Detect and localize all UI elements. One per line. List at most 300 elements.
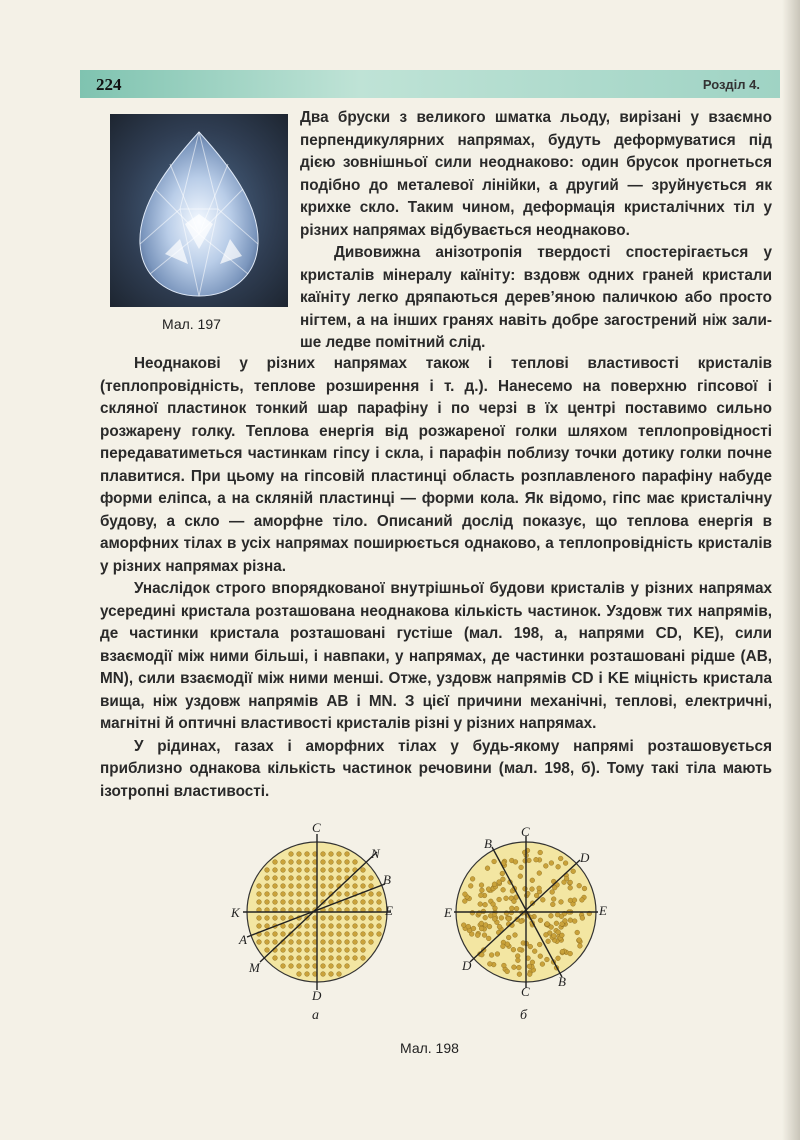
- particle: [580, 916, 585, 921]
- particle: [297, 964, 302, 969]
- particle: [369, 892, 374, 897]
- particle: [495, 952, 500, 957]
- particle: [361, 956, 366, 961]
- amorphous-direction-lines: [454, 836, 598, 988]
- particle: [329, 972, 334, 977]
- particle: [361, 948, 366, 953]
- particle: [329, 956, 334, 961]
- particle: [281, 916, 286, 921]
- particle: [337, 956, 342, 961]
- label-d-top: D: [580, 850, 590, 865]
- particle: [305, 956, 310, 961]
- particle: [487, 962, 492, 967]
- particle: [500, 871, 505, 876]
- particle: [559, 900, 564, 905]
- figure-198a-sublabel: а: [312, 1008, 319, 1023]
- particle: [489, 953, 494, 958]
- particle: [377, 924, 382, 929]
- particle: [265, 924, 270, 929]
- particle: [480, 888, 485, 893]
- particle: [537, 886, 542, 891]
- particle: [482, 933, 487, 938]
- particle: [345, 932, 350, 937]
- page-edge-shadow: [782, 0, 800, 1140]
- particle: [281, 884, 286, 889]
- particle: [501, 944, 506, 949]
- particle: [329, 932, 334, 937]
- particle: [361, 900, 366, 905]
- text-block-top: [300, 107, 772, 355]
- particle: [369, 900, 374, 905]
- particle: [329, 876, 334, 881]
- particle: [329, 884, 334, 889]
- particle: [530, 878, 535, 883]
- particle: [305, 940, 310, 945]
- particle: [527, 972, 532, 977]
- particle: [517, 965, 522, 970]
- particle: [560, 922, 565, 927]
- particle: [273, 892, 278, 897]
- particle: [321, 884, 326, 889]
- particle: [369, 916, 374, 921]
- particle: [305, 924, 310, 929]
- particle: [502, 963, 507, 968]
- particle: [281, 876, 286, 881]
- particle: [470, 910, 475, 915]
- particle: [582, 886, 587, 891]
- particle: [478, 902, 483, 907]
- particle: [321, 916, 326, 921]
- particle: [493, 906, 498, 911]
- particle: [361, 916, 366, 921]
- particle: [353, 876, 358, 881]
- particle: [345, 940, 350, 945]
- particle: [556, 864, 561, 869]
- particle: [345, 964, 350, 969]
- paragraph-anisotropy: Унаслідок строго впорядкованої внутрішньої будови кристалів у різних напрямах усередині кристала розташована неоднакова кількість частинок. Уздовж тих напрямів, де частинки кристала розташовані густіше (мал. 198, а, напрями CD, KE), сили взаємодії між ними більші, і навпаки, у напрямах, де частинки розташовані рідше (AB, MN), сили взаємодії між ними менші. Отже, уздовж напрямів CD і KE міцність кристала вища, ніж уздовж напрямів AB і MN. З цієї причини механічні, теплові, електричні, магнітні й оптичні властивості кристалів різні у різних напрямах.: [100, 580, 772, 732]
- particle: [329, 852, 334, 857]
- particle: [568, 880, 573, 885]
- particle: [546, 939, 551, 944]
- paragraph-thermal: Неоднакові у різних напрямах також і теплові властивості кристалів (теплопровідність, теплове розширення і т. д.). Нанесемо на поверхню гіпсової і скляної пластинок тонкий шар парафіну і по черзі в їх центрі поставимо сильно розжарену голку. Теплова енергія від розжареної голки шляхом теплопровідності передаватиметься частинкам гіпсу і скла, і парафін поблизу точки дотику голки почне плавитися. При цьому на гіпсовій пластинці область розплавленого парафіну набуде форми еліпса, а на скляній пластинці — форми кола. Як відомо, гіпс має кристалічну будову, а скло — аморфне тіло. Описаний дослід показує, що теплова енергія в аморфних тілах в усіх напрямах поширюється однаково, а теплопровідність кристалів у різних напрямах різна.: [100, 355, 772, 575]
- particle: [369, 924, 374, 929]
- particle: [353, 916, 358, 921]
- particle: [257, 892, 262, 897]
- particle: [486, 936, 491, 941]
- particle: [575, 930, 580, 935]
- particle: [515, 954, 520, 959]
- particle: [504, 896, 509, 901]
- particle: [537, 942, 542, 947]
- particle: [337, 924, 342, 929]
- particle: [305, 972, 310, 977]
- particle: [466, 924, 471, 929]
- figure-198a-crystal-diagram: [225, 822, 415, 1002]
- particle: [353, 948, 358, 953]
- particle: [564, 876, 569, 881]
- particle: [532, 949, 537, 954]
- particle: [305, 964, 310, 969]
- diamond-image: [110, 114, 288, 307]
- particle: [479, 921, 484, 926]
- particle: [534, 893, 539, 898]
- particle: [345, 916, 350, 921]
- paragraph-isotropy: У рідинах, газах і аморфних тілах у будь-якому напрямі розташовується приблизно однакова кількість частинок речовини (мал. 198, б). Тому такі тіла мають ізотропні властивості.: [100, 737, 772, 800]
- label-d: D: [312, 988, 322, 1002]
- particle: [345, 900, 350, 905]
- particle: [257, 884, 262, 889]
- particle: [257, 900, 262, 905]
- particle: [265, 900, 270, 905]
- header-band: [80, 70, 780, 98]
- particle: [321, 932, 326, 937]
- particle: [289, 940, 294, 945]
- text-block-main: [100, 353, 772, 803]
- particle: [538, 918, 543, 923]
- particle: [305, 860, 310, 865]
- particle: [523, 858, 528, 863]
- particle: [337, 972, 342, 977]
- particle: [369, 884, 374, 889]
- particle: [514, 906, 519, 911]
- particle: [265, 876, 270, 881]
- particle: [478, 893, 483, 898]
- particle: [281, 956, 286, 961]
- particle: [560, 949, 565, 954]
- particle: [369, 940, 374, 945]
- particle: [305, 868, 310, 873]
- particle: [273, 932, 278, 937]
- particle: [289, 956, 294, 961]
- label-c: C: [312, 822, 321, 835]
- particle: [289, 884, 294, 889]
- particle: [297, 940, 302, 945]
- particle: [377, 900, 382, 905]
- particle: [555, 912, 560, 917]
- particle: [556, 956, 561, 961]
- particle: [281, 860, 286, 865]
- particle: [305, 948, 310, 953]
- particle: [492, 859, 497, 864]
- particle: [353, 940, 358, 945]
- particle: [281, 964, 286, 969]
- particle: [517, 972, 522, 977]
- particle: [499, 916, 504, 921]
- particle: [297, 948, 302, 953]
- particle: [265, 868, 270, 873]
- particle: [563, 861, 568, 866]
- particle: [545, 957, 550, 962]
- particle: [345, 868, 350, 873]
- particle: [297, 860, 302, 865]
- particle: [549, 913, 554, 918]
- page-number: 224: [96, 75, 122, 94]
- particle: [479, 926, 484, 931]
- label-e: E: [385, 903, 393, 918]
- particle: [257, 940, 262, 945]
- particle: [273, 900, 278, 905]
- figure-198-caption: Мал. 198: [400, 1040, 459, 1056]
- particle: [506, 916, 511, 921]
- particle: [506, 935, 511, 940]
- particle: [273, 860, 278, 865]
- particle: [558, 856, 563, 861]
- particle: [369, 876, 374, 881]
- particle: [509, 906, 514, 911]
- particle: [461, 923, 466, 928]
- paragraph-kainite: Дивовижна анізотропія твердості спостерігається у кристалів мінералу каїніту: вздовж одних граней кристали каїніту легко дряпаються дерев’яною паличкою або просто нігтем, а на інших гранях навіть добре загострений ніж залише ледве помітний слід.: [300, 244, 772, 351]
- particle: [273, 956, 278, 961]
- particle: [377, 916, 382, 921]
- particle: [518, 874, 523, 879]
- particle: [551, 933, 556, 938]
- particle: [483, 915, 488, 920]
- particle: [345, 884, 350, 889]
- particle: [543, 864, 548, 869]
- particle: [257, 924, 262, 929]
- particle: [540, 962, 545, 967]
- particle: [501, 887, 506, 892]
- figure-198b-amorphous-diagram: [442, 822, 622, 1002]
- particle: [329, 924, 334, 929]
- particle: [305, 892, 310, 897]
- particle: [353, 884, 358, 889]
- particle: [273, 868, 278, 873]
- particle: [321, 972, 326, 977]
- particle: [538, 954, 543, 959]
- particle: [353, 900, 358, 905]
- particle: [337, 916, 342, 921]
- particle: [544, 932, 549, 937]
- figure-197-caption: Мал. 197: [162, 316, 221, 332]
- particle: [470, 877, 475, 882]
- particle: [329, 860, 334, 865]
- particle: [273, 876, 278, 881]
- particle: [497, 897, 502, 902]
- label-c-top: C: [521, 824, 530, 839]
- particle: [537, 871, 542, 876]
- particle: [297, 852, 302, 857]
- particle: [497, 924, 502, 929]
- particle: [305, 932, 310, 937]
- particle: [513, 933, 518, 938]
- particle: [483, 902, 488, 907]
- particle: [512, 965, 517, 970]
- particle: [492, 917, 497, 922]
- particle: [369, 932, 374, 937]
- label-m: M: [249, 960, 260, 975]
- particle: [337, 892, 342, 897]
- particle: [281, 932, 286, 937]
- particle: [505, 942, 510, 947]
- particle: [337, 948, 342, 953]
- particle: [265, 948, 270, 953]
- particle: [289, 876, 294, 881]
- particle: [337, 860, 342, 865]
- particle: [289, 900, 294, 905]
- particle: [329, 940, 334, 945]
- particle: [361, 868, 366, 873]
- particle: [377, 892, 382, 897]
- particle: [273, 884, 278, 889]
- particle: [321, 892, 326, 897]
- crystal-direction-lines: [243, 834, 391, 990]
- particle: [321, 860, 326, 865]
- particle: [337, 868, 342, 873]
- particle: [329, 964, 334, 969]
- particle: [353, 956, 358, 961]
- particle: [551, 897, 556, 902]
- label-b-top: B: [484, 836, 492, 851]
- particle: [488, 913, 493, 918]
- particle: [353, 860, 358, 865]
- particle: [505, 969, 510, 974]
- particle: [516, 958, 521, 963]
- particle: [321, 940, 326, 945]
- particle: [361, 940, 366, 945]
- label-b: B: [383, 872, 391, 887]
- particle: [297, 868, 302, 873]
- particle: [475, 933, 480, 938]
- particle: [361, 924, 366, 929]
- particle: [305, 884, 310, 889]
- label-n: N: [371, 846, 380, 861]
- particle: [492, 882, 497, 887]
- particle: [511, 947, 516, 952]
- particle: [345, 852, 350, 857]
- particle: [321, 964, 326, 969]
- particle: [265, 916, 270, 921]
- particle: [578, 944, 583, 949]
- particle: [568, 885, 573, 890]
- particle: [281, 948, 286, 953]
- particle: [297, 900, 302, 905]
- particle: [571, 869, 576, 874]
- particle: [265, 932, 270, 937]
- particle: [517, 947, 522, 952]
- particle: [321, 876, 326, 881]
- particle: [265, 884, 270, 889]
- figure-198b-sublabel: б: [520, 1008, 528, 1023]
- particle: [479, 883, 484, 888]
- particle: [329, 948, 334, 953]
- particle: [530, 887, 535, 892]
- particle: [297, 876, 302, 881]
- particle: [289, 924, 294, 929]
- particle: [353, 924, 358, 929]
- particle: [321, 868, 326, 873]
- particle: [305, 876, 310, 881]
- particle: [550, 902, 555, 907]
- particle: [337, 940, 342, 945]
- particle: [549, 861, 554, 866]
- particle: [545, 922, 550, 927]
- particle: [377, 932, 382, 937]
- particle: [297, 884, 302, 889]
- label-e-right: E: [599, 903, 607, 918]
- particle: [361, 932, 366, 937]
- particle: [265, 940, 270, 945]
- particle: [337, 932, 342, 937]
- particle: [345, 924, 350, 929]
- particle: [289, 892, 294, 897]
- particle: [337, 964, 342, 969]
- particle: [273, 916, 278, 921]
- particle: [297, 932, 302, 937]
- particle: [321, 852, 326, 857]
- particle: [257, 916, 262, 921]
- particle: [345, 948, 350, 953]
- diamond-photo: [110, 114, 288, 307]
- particle: [297, 892, 302, 897]
- particle: [297, 972, 302, 977]
- particle: [289, 964, 294, 969]
- particle: [549, 925, 554, 930]
- label-k: K: [231, 905, 240, 920]
- particle: [289, 852, 294, 857]
- particle: [462, 899, 467, 904]
- particle: [486, 887, 491, 892]
- particle: [560, 933, 565, 938]
- particle: [289, 860, 294, 865]
- label-e-left: E: [444, 905, 452, 920]
- particle: [580, 898, 585, 903]
- particle: [345, 956, 350, 961]
- particle: [568, 918, 573, 923]
- particle: [540, 897, 545, 902]
- particle: [321, 924, 326, 929]
- label-c-bottom: C: [521, 984, 530, 999]
- particle: [361, 884, 366, 889]
- particle: [463, 892, 468, 897]
- particle: [534, 857, 539, 862]
- label-b-bottom: B: [558, 974, 566, 989]
- particle: [519, 865, 524, 870]
- particle: [345, 892, 350, 897]
- particle: [577, 938, 582, 943]
- particle: [497, 880, 502, 885]
- particle: [572, 919, 577, 924]
- paragraph-ice: Два бруски з великого шматка льоду, вирізані у взаємно перпендикулярних напрямах, будуть деформуватися під дією зовнішньої сили неоднаково: один брусок прогнеться подібно до металевої лінійки, а другий — зруйнується як крихке скло. Таким чином, деформація кристалічних тіл у різних напрямах відбувається неоднаково.: [300, 109, 772, 239]
- particle: [281, 892, 286, 897]
- particle: [337, 876, 342, 881]
- particle: [265, 892, 270, 897]
- particle: [321, 948, 326, 953]
- particle: [305, 852, 310, 857]
- particle: [353, 932, 358, 937]
- section-title: Розділ 4.: [702, 77, 760, 92]
- particle: [512, 899, 517, 904]
- particle: [550, 890, 555, 895]
- particle: [554, 921, 559, 926]
- particle: [329, 868, 334, 873]
- particle: [552, 885, 557, 890]
- particle: [530, 960, 535, 965]
- particle: [321, 956, 326, 961]
- particle: [527, 964, 532, 969]
- label-a: A: [239, 932, 247, 947]
- particle: [297, 956, 302, 961]
- particle: [361, 876, 366, 881]
- particle: [273, 940, 278, 945]
- particle: [568, 951, 573, 956]
- particle: [577, 883, 582, 888]
- particle: [329, 916, 334, 921]
- particle: [485, 866, 490, 871]
- particle: [487, 924, 492, 929]
- particle: [337, 852, 342, 857]
- particle: [305, 900, 310, 905]
